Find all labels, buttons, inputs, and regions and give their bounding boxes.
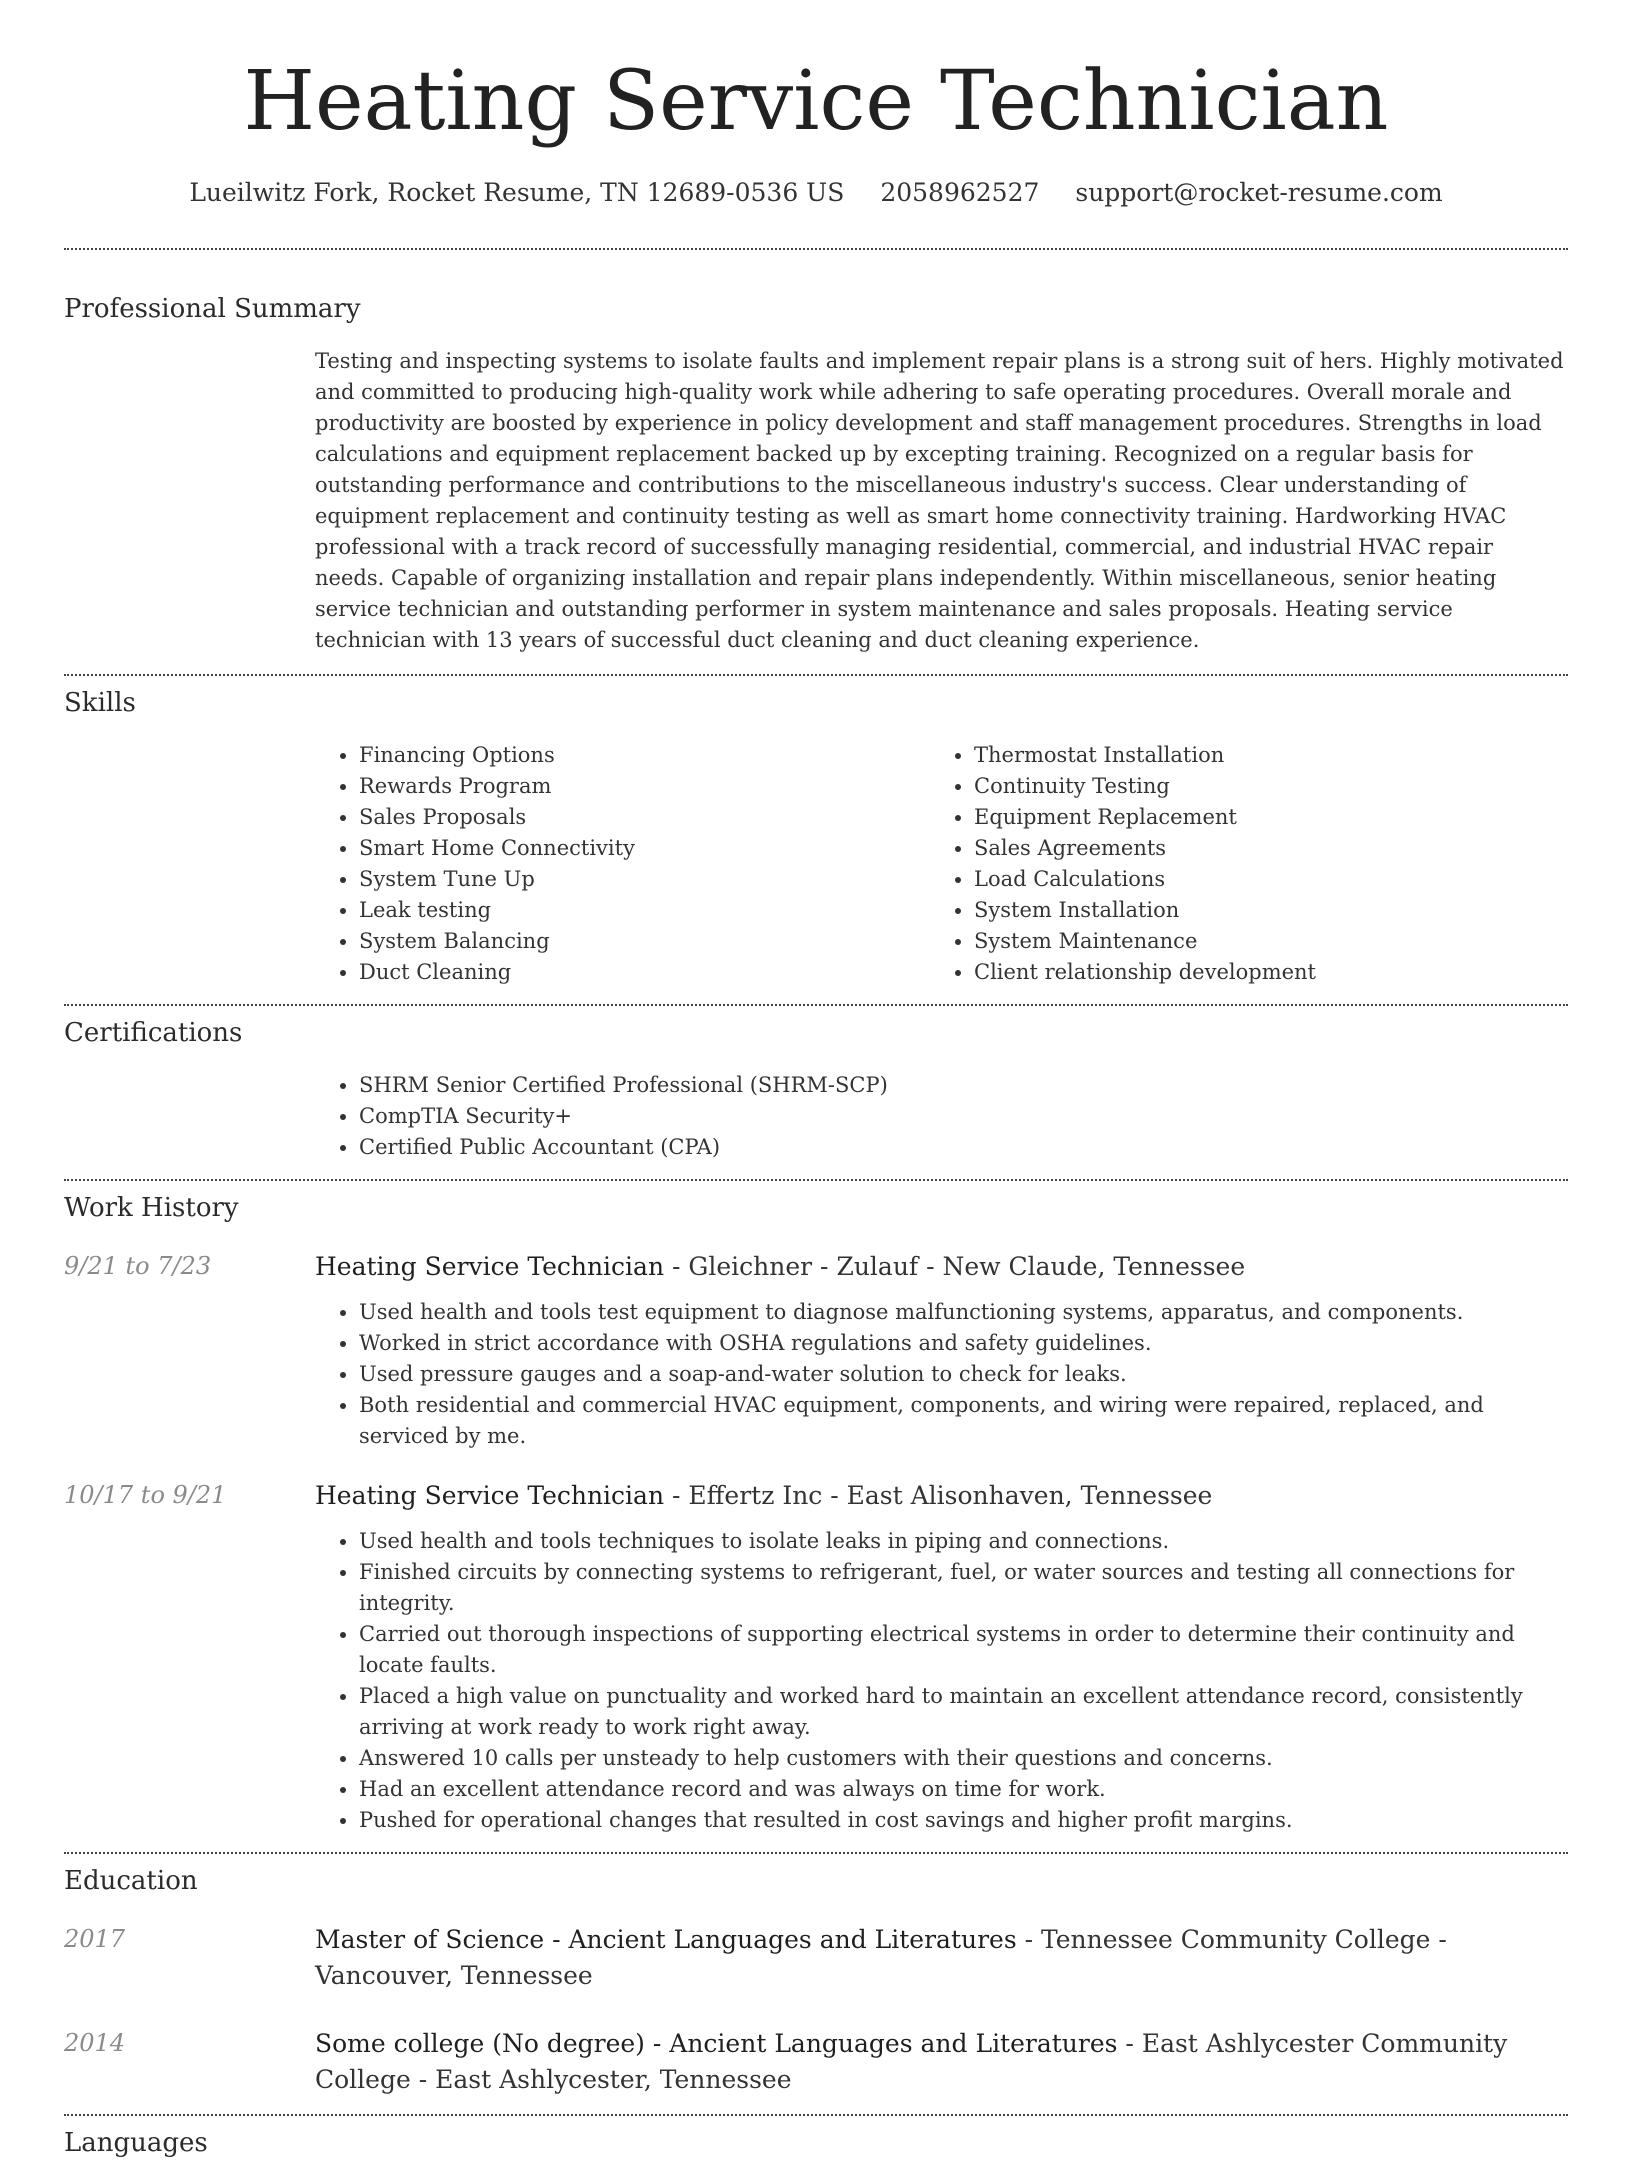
education-year: 2017 bbox=[64, 1925, 126, 1953]
skill-item: • Leak testing bbox=[359, 895, 930, 926]
job-entry bbox=[64, 1478, 1568, 1852]
summary-title: Professional Summary bbox=[64, 294, 361, 324]
job-role: Heating Service Technician bbox=[315, 1481, 665, 1510]
section-divider bbox=[64, 248, 1568, 250]
section-divider bbox=[64, 674, 1568, 676]
skills-list bbox=[315, 740, 1568, 988]
job-dates: 9/21 to 7/23 bbox=[64, 1252, 212, 1280]
job-duty: • Carried out thorough inspections of supporting electrical systems in order to determine their continuity and locate faults. bbox=[359, 1619, 1568, 1681]
section-divider bbox=[64, 2114, 1568, 2116]
education-year: 2014 bbox=[64, 2029, 126, 2057]
job-company: - Gleichner - Zulauf - New Claude, Tennessee bbox=[664, 1252, 1246, 1281]
skills-column-left bbox=[315, 740, 930, 988]
contact-address: Lueilwitz Fork, Rocket Resume, TN 12689-0536 US bbox=[189, 178, 845, 207]
certifications-list bbox=[315, 1070, 1568, 1163]
job-duty: • Used pressure gauges and a soap-and-water solution to check for leaks. bbox=[359, 1359, 1568, 1390]
skill-item: • System Maintenance bbox=[974, 926, 1545, 957]
certification-item: • SHRM Senior Certified Professional (SHRM-SCP) bbox=[359, 1070, 1568, 1101]
job-duty: • Had an excellent attendance record and was always on time for work. bbox=[359, 1774, 1568, 1805]
work-history-title: Work History bbox=[64, 1193, 239, 1223]
job-dates: 10/17 to 9/21 bbox=[64, 1481, 227, 1509]
job-role: Heating Service Technician bbox=[315, 1252, 665, 1281]
skill-item: • Thermostat Installation bbox=[974, 740, 1545, 771]
contact-email: support@rocket-resume.com bbox=[1075, 178, 1443, 207]
job-duties bbox=[315, 1526, 1568, 1836]
skill-item: • Continuity Testing bbox=[974, 771, 1545, 802]
job-duties bbox=[315, 1297, 1568, 1452]
contact-line bbox=[64, 176, 1568, 210]
skill-item: • Client relationship development bbox=[974, 957, 1545, 988]
job-heading bbox=[315, 1478, 1568, 1514]
job-entry bbox=[64, 1249, 1568, 1452]
skill-item: • Smart Home Connectivity bbox=[359, 833, 930, 864]
skill-item: • System Installation bbox=[974, 895, 1545, 926]
contact-phone: 2058962527 bbox=[880, 178, 1040, 207]
job-company: - Effertz Inc - East Alisonhaven, Tennessee bbox=[664, 1481, 1213, 1510]
job-duty: • Answered 10 calls per unsteady to help customers with their questions and concerns. bbox=[359, 1743, 1568, 1774]
summary-text: Testing and inspecting systems to isolate faults and implement repair plans is a strong suit of hers. Highly motivated and committed to producing high-quality work while adhering to safe operating procedures. Overall morale and productivity are boosted by experience in policy development and staff management procedures. Strengths in load calculations and equipment replacement backed up by excepting training. Recognized on a regular basis for outstanding performance and contributions to the miscellaneous industry's success. Clear understanding of equipment replacement and continuity testing as well as smart home connectivity training. Hardworking HVAC professional with a track record of successfully managing residential, commercial, and industrial HVAC repair needs. Capable of organizing installation and repair plans independently. Within miscellaneous, senior heating service technician and outstanding performer in system maintenance and sales proposals. Heating service technician with 13 years of successful duct cleaning and duct cleaning experience. bbox=[315, 349, 1564, 652]
skill-item: • System Tune Up bbox=[359, 864, 930, 895]
languages-title: Languages bbox=[64, 2128, 208, 2158]
education-title: Education bbox=[64, 1866, 198, 1896]
skill-item: • Financing Options bbox=[359, 740, 930, 771]
skills-column-right bbox=[930, 740, 1545, 988]
skill-item: • Sales Proposals bbox=[359, 802, 930, 833]
skills-title: Skills bbox=[64, 688, 136, 718]
education-degree: Some college (No degree) - Ancient Languages and Literatures bbox=[315, 2029, 1118, 2058]
education-school: - Tennessee Community College - Vancouver, Tennessee bbox=[315, 1925, 1447, 1990]
certification-item: • Certified Public Accountant (CPA) bbox=[359, 1132, 1568, 1163]
certification-item: • CompTIA Security+ bbox=[359, 1101, 1568, 1132]
job-duty: • Used health and tools test equipment to diagnose malfunctioning systems, apparatus, and components. bbox=[359, 1297, 1568, 1328]
section-divider bbox=[64, 1179, 1568, 1181]
resume-header bbox=[64, 0, 1568, 210]
skill-item: • System Balancing bbox=[359, 926, 930, 957]
skill-item: • Sales Agreements bbox=[974, 833, 1545, 864]
certifications-title: Certifications bbox=[64, 1018, 243, 1048]
job-duty: • Used health and tools techniques to isolate leaks in piping and connections. bbox=[359, 1526, 1568, 1557]
skill-item: • Equipment Replacement bbox=[974, 802, 1545, 833]
education-entry bbox=[64, 2026, 1568, 2098]
job-duty: • Worked in strict accordance with OSHA regulations and safety guidelines. bbox=[359, 1328, 1568, 1359]
skill-item: • Rewards Program bbox=[359, 771, 930, 802]
job-duty: • Finished circuits by connecting systems to refrigerant, fuel, or water sources and testing all connections for integrity. bbox=[359, 1557, 1568, 1619]
section-divider bbox=[64, 1004, 1568, 1006]
section-divider bbox=[64, 1852, 1568, 1854]
job-heading bbox=[315, 1249, 1568, 1285]
job-duty: • Placed a high value on punctuality and worked hard to maintain an excellent attendance record, consistently arriving at work ready to work right away. bbox=[359, 1681, 1568, 1743]
candidate-name: Heating Service Technician bbox=[243, 54, 1389, 149]
education-degree: Master of Science - Ancient Languages and Literatures bbox=[315, 1925, 1017, 1954]
skill-item: • Duct Cleaning bbox=[359, 957, 930, 988]
job-duty: • Pushed for operational changes that resulted in cost savings and higher profit margins. bbox=[359, 1805, 1568, 1836]
job-duty: • Both residential and commercial HVAC equipment, components, and wiring were repaired, replaced, and serviced by me. bbox=[359, 1390, 1568, 1452]
skill-item: • Load Calculations bbox=[974, 864, 1545, 895]
education-entry bbox=[64, 1922, 1568, 1994]
education-school: - East Ashlycester Community College - East Ashlycester, Tennessee bbox=[315, 2029, 1508, 2094]
